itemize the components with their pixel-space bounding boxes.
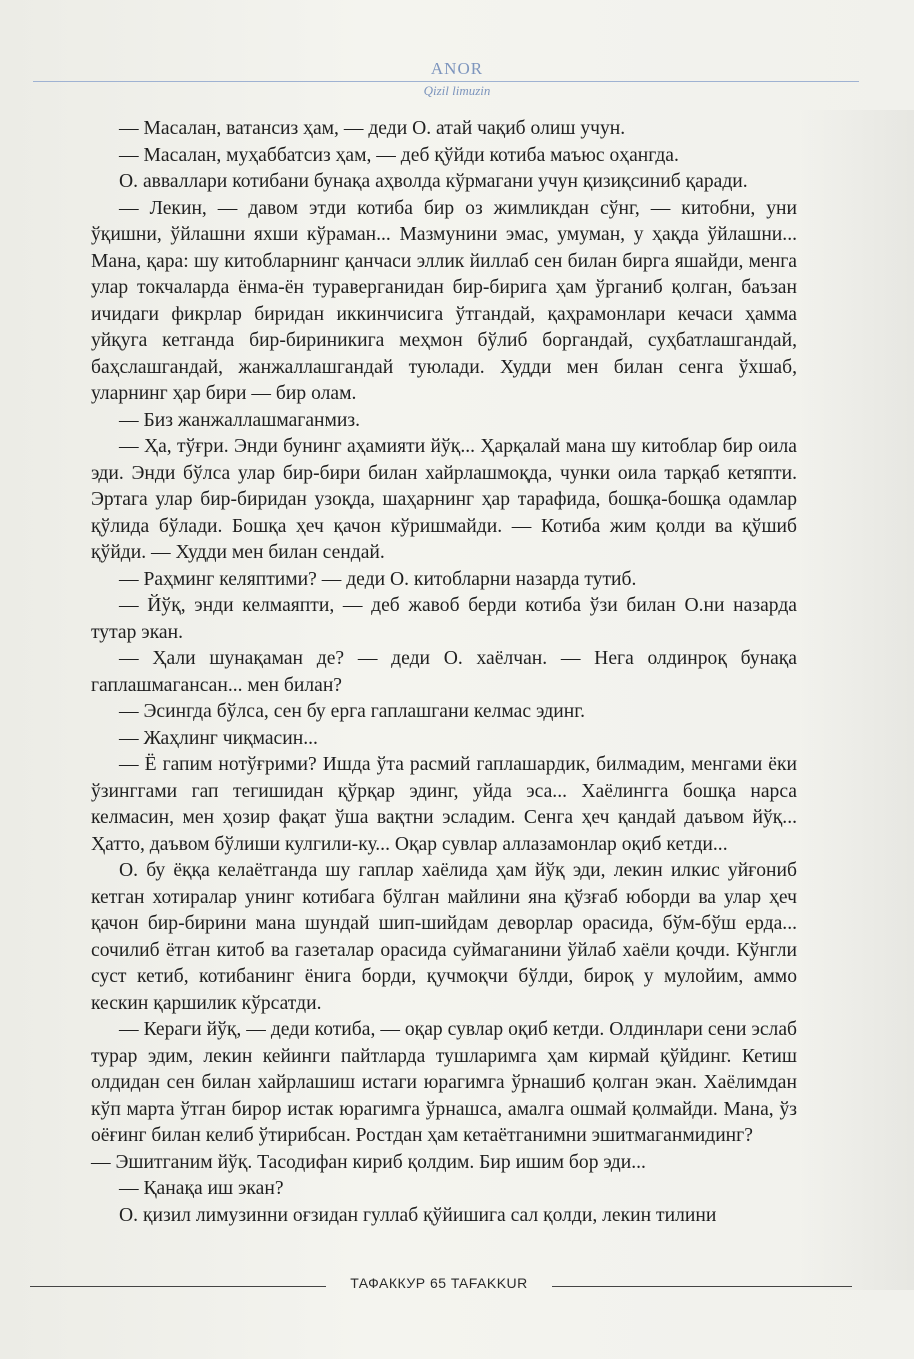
header-subtitle: Qizil limuzin — [423, 83, 491, 98]
paragraph: О. авваллари котибани бунақа аҳволда кўрмагани учун қизиқсиниб қаради. — [119, 171, 748, 192]
page-footer — [0, 1275, 914, 1295]
paragraph: — Раҳминг келяптими? — деди О. китобларни назарда тутиб. — [119, 568, 637, 590]
paragraph: — Эсингда бўлса, сен бу ерга гаплашгани келмас эдинг. — [119, 701, 586, 722]
show-through-shadow — [800, 110, 914, 1290]
paragraph: О. қизил лимузинни оғзидан гуллаб қўйишига сал қолди, лекин тилини — [119, 1204, 717, 1226]
paragraph: — Лекин, — давом этди котиба бир оз жимликдан сўнг, — китобни, уни ўқишни, ўйлашни яхши кўраман... Мазмунини эмас, умуман, у ҳақда ўйлашни... Мана, қара: шу китобларнинг қанчаси эллик йиллаб сен билан бирга яшайди, менга улар токчаларда ёнма-ён тураверганидан бир-бирига ҳам ўрганиб қолган, баъзан ичидаги фикрлар биридан иккинчисига ўтгандай, қаҳрамонлари кечаси ҳамма уйқуга кетганда бир-бириникига меҳмон бўлиб боргандай, суҳбатлашгандай, баҳслашгандай, жанжаллашгандай туюлади. Худди мен билан сенга ўхшаб, уларнинг ҳар бири — бир олам. — [91, 197, 797, 404]
header-title: ANOR — [430, 59, 484, 78]
paragraph: — Йўқ, энди келмаяпти, — деб жавоб берди котиба ўзи билан О.ни назарда тутар экан. — [91, 595, 797, 643]
paragraph: — Қанақа иш экан? — [119, 1178, 284, 1199]
footer-text: ТАФАККУР 65 TAFAKKUR — [350, 1275, 528, 1291]
body-text — [91, 116, 797, 1229]
paragraph: — Кераги йўқ, — деди котиба, — оқар сувлар оқиб кетди. Олдинлари сени эслаб турар эдим, лекин кейинги пайтларда тушларимга ҳам кирмай қўйдинг. Кетиш олдидан сен билан хайрлашиш истаги юрагимга ўрнашиб қолган экан. Хаёлимдан кўп марта ўтган бирор истак юрагимга ўрнашса, амалга ошмай қолмайди. Мана, ўз оёғинг билан келиб ўтирибсан. Ростдан ҳам кетаётганимни эшитмаганмидинг? — [91, 1019, 797, 1146]
footer-rule-left — [30, 1286, 326, 1287]
running-header — [0, 60, 914, 98]
paragraph: — Масалан, муҳаббатсиз ҳам, — деб қўйди котиба маъюс оҳангда. — [119, 144, 679, 166]
paragraph: О. бу ёққа келаётганда шу гаплар хаёлида ҳам йўқ эди, лекин илкис уйғониб кетган хотиралар унинг котибага бўлган майлини яна қўзғаб юборди ва улар ҳеч қачон бир-бирини мана шундай шип-шийдам деворлар орасида, бўм-бўш ерда... сочилиб ётган китоб ва газеталар орасида суймаганини ўйлаб хаёли қочди. Кўнгли суст кетиб, котибанинг ёнига борди, қучмоқчи бўлди, бироқ у мулойим, аммо кескин қаршилик кўрсатди. — [91, 860, 797, 1014]
paragraph: — Ҳа, тўғри. Энди бунинг аҳамияти йўқ... Ҳарқалай мана шу китоблар бир оила эди. Энди бўлса улар бир-бири билан хайрлашмоқда, чунки оила тарқаб кетяпти. Эртага улар бир-биридан узоқда, шаҳарнинг ҳар тарафида, бошқа-бошқа одамлар қўлида бўлади. Бошқа ҳеч қачон кўришмайди. — Котиба жим қолди ва қўшиб қўйди. — Худди мен билан сендай. — [91, 436, 797, 563]
paragraph: — Жаҳлинг чиқмасин... — [119, 727, 318, 749]
footer-rule-right — [552, 1286, 852, 1287]
paragraph: — Биз жанжаллашмаганмиз. — [119, 409, 361, 431]
header-rule — [33, 81, 859, 82]
paragraph: — Ҳали шунақаман де? — деди О. хаёлчан. — Нега олдинроқ бунақа гаплашмагансан... мен билан? — [91, 648, 797, 696]
paragraph: — Масалан, ватансиз ҳам, — деди О. атай чақиб олиш учун. — [119, 118, 626, 139]
paragraph: — Ё гапим нотўғрими? Ишда ўта расмий гаплашардик, билмадим, менгами ёки ўзинггами гап тегишидан қўрқар эдинг, уйда эса... Хаёлингга бошқа нарса келмасин, мен ҳозир фақат ўша вақтни эсладим. Сенга ҳеч қандай даъвом йўқ... Ҳатто, даъвом бўлиши кулгили-ку... Оқар сувлар аллазамонлар оқиб кетди... — [91, 754, 797, 855]
paragraph: — Эшитганим йўқ. Тасодифан кириб қолдим. Бир ишим бор эди... — [91, 1151, 646, 1173]
